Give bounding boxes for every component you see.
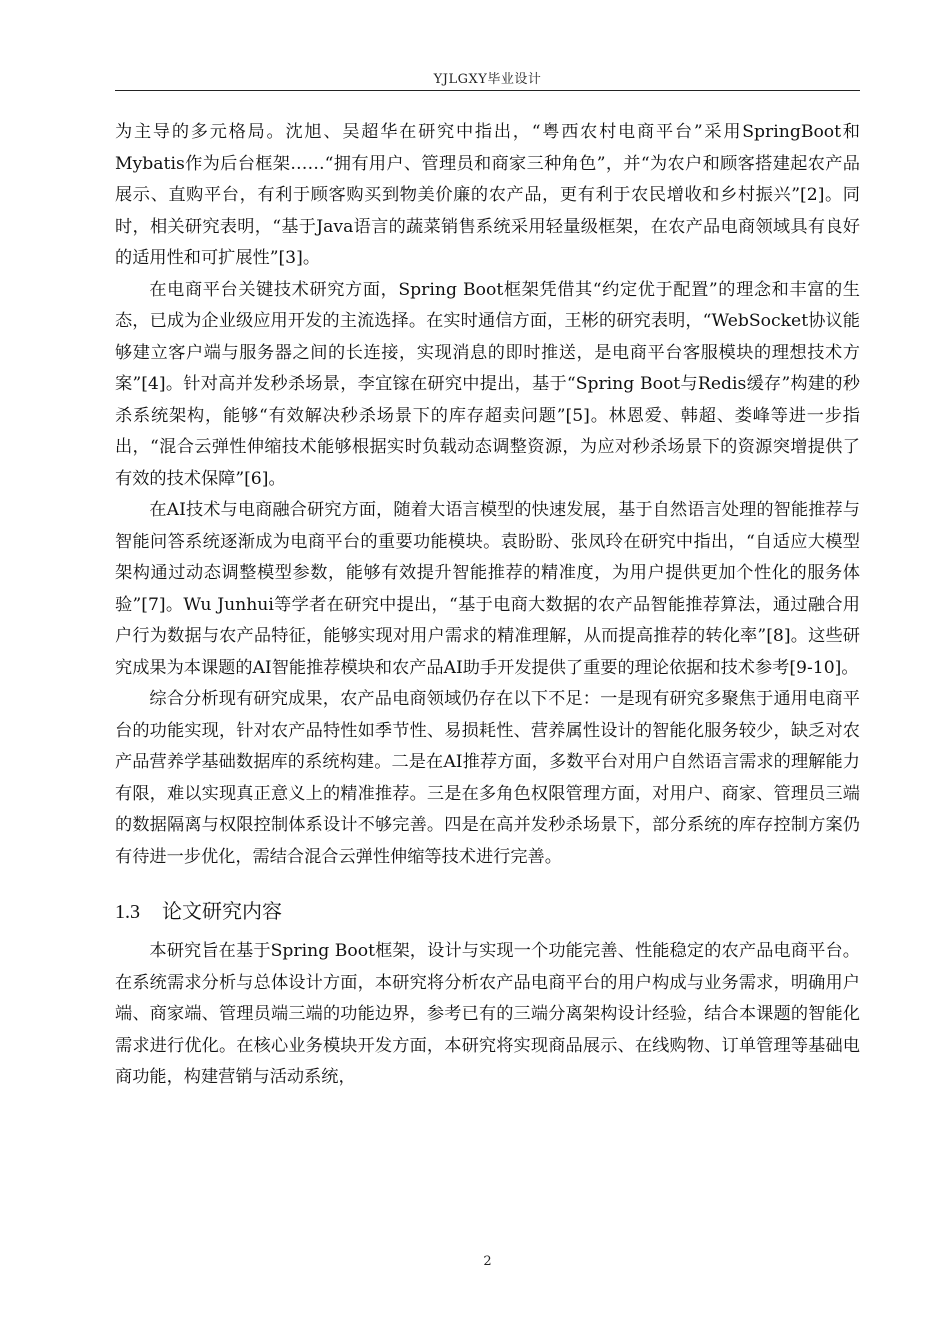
page-header: YJLGXY毕业设计 — [433, 72, 542, 87]
page-number: 2 — [483, 1254, 492, 1269]
body-paragraph-key-technologies: 在电商平台关键技术研究方面，Spring Boot框架凭借其“约定优于配置”的理念和丰富的生态，已成为企业级应用开发的主流选择。在实时通信方面，王彬的研究表明，“WebSocket协议能够建立客户端与服务器之间的长连接，实现消息的即时推送，是电商平台客服模块的理想技术方案”[4]。针对高并发秒杀场景，李宜镓在研究中提出，基于“Spring Boot与Redis缓存”构建的秒杀系统架构，能够“有效解决秒杀场景下的库存超卖问题”[5]。林恩爱、韩超、娄峰等进一步指出，“混合云弹性伸缩技术能够根据实时负载动态调整资源，为应对秒杀场景下的资源突增提供了有效的技术保障”[6]。 — [115, 279, 860, 489]
section-title: 论文研究内容 — [162, 899, 282, 923]
body-paragraph-research-content: 本研究旨在基于Spring Boot框架，设计与实现一个功能完善、性能稳定的农产品电商平台。在系统需求分析与总体设计方面，本研究将分析农产品电商平台的用户构成与业务需求，明确用户端、商家端、管理员端三端的功能边界，参考已有的三端分离架构设计经验，结合本课题的智能化需求进行优化。在核心业务模块开发方面，本研究将实现商品展示、在线购物、订单管理等基础电商功能，构建营销与活动系统， — [115, 941, 860, 1087]
section-heading — [115, 891, 860, 932]
section-number: 1.3 — [115, 901, 140, 923]
document-body — [115, 117, 860, 1094]
header-rule — [115, 90, 860, 91]
body-paragraph-ai-integration: 在AI技术与电商融合研究方面，随着大语言模型的快速发展，基于自然语言处理的智能推荐与智能问答系统逐渐成为电商平台的重要功能模块。袁盼盼、张凤玲在研究中指出，“自适应大模型架构通过动态调整模型参数，能够有效提升智能推荐的精准度，为用户提供更加个性化的服务体验”[7]。Wu Junhui等学者在研究中提出，“基于电商大数据的农产品智能推荐算法，通过融合用户行为数据与农产品特征，能够实现对用户需求的精准理解，从而提高推荐的转化率”[8]。这些研究成果为本课题的AI智能推荐模块和农产品AI助手开发提供了重要的理论依据和技术参考[9-10]。 — [115, 500, 860, 678]
body-paragraph-summary: 综合分析现有研究成果，农产品电商领域仍存在以下不足：一是现有研究多聚焦于通用电商平台的功能实现，针对农产品特性如季节性、易损耗性、营养属性设计的智能化服务较少，缺乏对农产品营养学基础数据库的系统构建。二是在AI推荐方面，多数平台对用户自然语言需求的理解能力有限，难以实现真正意义上的精准推荐。三是在多角色权限管理方面，对用户、商家、管理员三端的数据隔离与权限控制体系设计不够完善。四是在高并发秒杀场景下，部分系统的库存控制方案仍有待进一步优化，需结合混合云弹性伸缩等技术进行完善。 — [115, 689, 860, 867]
body-paragraph-continuation: 为主导的多元格局。沈旭、吴超华在研究中指出，“粤西农村电商平台”采用SpringBoot和Mybatis作为后台框架……“拥有用户、管理员和商家三种角色”，并“为农户和顾客搭建起农产品展示、直购平台，有利于顾客购买到物美价廉的农产品，更有利于农民增收和乡村振兴”[2]。同时，相关研究表明，“基于Java语言的蔬菜销售系统采用轻量级框架，在农产品电商领域具有良好的适用性和可扩展性”[3]。 — [115, 122, 860, 268]
